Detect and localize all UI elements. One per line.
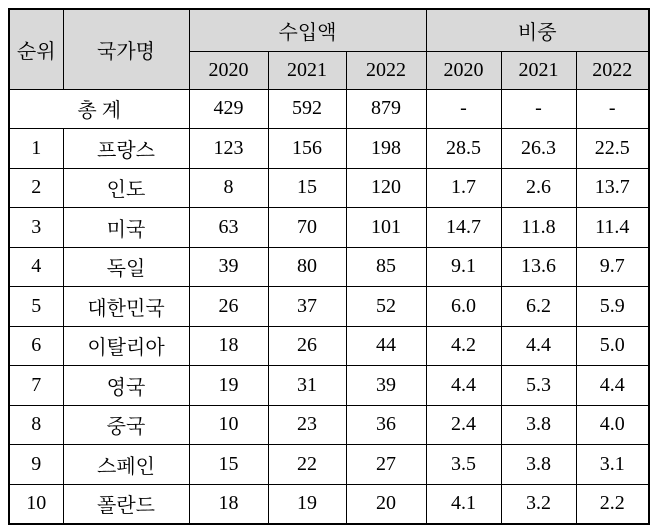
country-column-header: 국가명 <box>63 9 189 89</box>
country-cell: 폴란드 <box>63 484 189 524</box>
table-row <box>9 129 649 169</box>
import-cell: 52 <box>346 287 426 327</box>
country-cell: 인도 <box>63 168 189 208</box>
import-share-table-container <box>8 8 650 525</box>
import-cell: 26 <box>268 326 346 366</box>
country-cell: 프랑스 <box>63 129 189 169</box>
table-row <box>9 208 649 248</box>
import-cell: 37 <box>268 287 346 327</box>
total-import-cell: 592 <box>268 89 346 129</box>
table-row <box>9 366 649 406</box>
share-cell: 13.7 <box>576 168 649 208</box>
import-cell: 18 <box>189 326 268 366</box>
total-label-cell: 총 계 <box>9 89 189 129</box>
country-cell: 중국 <box>63 405 189 445</box>
share-cell: 6.0 <box>426 287 501 327</box>
table-row <box>9 247 649 287</box>
import-cell: 198 <box>346 129 426 169</box>
rank-column-header: 순위 <box>9 9 63 89</box>
share-cell: 3.5 <box>426 445 501 485</box>
share-cell: 9.1 <box>426 247 501 287</box>
share-cell: 3.1 <box>576 445 649 485</box>
imports-year-2020-header: 2020 <box>189 51 268 89</box>
imports-year-2021-header: 2021 <box>268 51 346 89</box>
rank-cell: 3 <box>9 208 63 248</box>
rank-cell: 6 <box>9 326 63 366</box>
share-cell: 26.3 <box>501 129 576 169</box>
country-cell: 대한민국 <box>63 287 189 327</box>
import-cell: 39 <box>189 247 268 287</box>
import-cell: 70 <box>268 208 346 248</box>
import-cell: 85 <box>346 247 426 287</box>
share-cell: 4.4 <box>576 366 649 406</box>
share-cell: 6.2 <box>501 287 576 327</box>
country-cell: 독일 <box>63 247 189 287</box>
header-group-row <box>9 9 649 51</box>
share-cell: 4.1 <box>426 484 501 524</box>
share-cell: 5.0 <box>576 326 649 366</box>
import-cell: 27 <box>346 445 426 485</box>
total-import-cell: 879 <box>346 89 426 129</box>
import-cell: 63 <box>189 208 268 248</box>
share-year-2022-header: 2022 <box>576 51 649 89</box>
country-cell: 스페인 <box>63 445 189 485</box>
share-cell: 28.5 <box>426 129 501 169</box>
import-cell: 8 <box>189 168 268 208</box>
import-cell: 39 <box>346 366 426 406</box>
rank-cell: 8 <box>9 405 63 445</box>
import-cell: 19 <box>268 484 346 524</box>
import-cell: 18 <box>189 484 268 524</box>
import-cell: 22 <box>268 445 346 485</box>
import-cell: 19 <box>189 366 268 406</box>
share-cell: 5.9 <box>576 287 649 327</box>
total-share-cell: - <box>576 89 649 129</box>
import-cell: 20 <box>346 484 426 524</box>
share-cell: 1.7 <box>426 168 501 208</box>
share-cell: 4.0 <box>576 405 649 445</box>
country-cell: 이탈리아 <box>63 326 189 366</box>
total-share-cell: - <box>426 89 501 129</box>
share-cell: 4.4 <box>501 326 576 366</box>
rank-cell: 1 <box>9 129 63 169</box>
share-cell: 3.2 <box>501 484 576 524</box>
share-year-2021-header: 2021 <box>501 51 576 89</box>
share-cell: 4.4 <box>426 366 501 406</box>
import-cell: 101 <box>346 208 426 248</box>
total-import-cell: 429 <box>189 89 268 129</box>
rank-cell: 7 <box>9 366 63 406</box>
share-cell: 13.6 <box>501 247 576 287</box>
share-cell: 5.3 <box>501 366 576 406</box>
total-row <box>9 89 649 129</box>
share-cell: 2.6 <box>501 168 576 208</box>
import-cell: 26 <box>189 287 268 327</box>
share-cell: 11.8 <box>501 208 576 248</box>
country-cell: 영국 <box>63 366 189 406</box>
share-cell: 4.2 <box>426 326 501 366</box>
share-cell: 3.8 <box>501 405 576 445</box>
import-share-table <box>8 8 650 525</box>
import-cell: 123 <box>189 129 268 169</box>
import-cell: 80 <box>268 247 346 287</box>
import-cell: 10 <box>189 405 268 445</box>
import-cell: 15 <box>189 445 268 485</box>
rank-cell: 9 <box>9 445 63 485</box>
imports-year-2022-header: 2022 <box>346 51 426 89</box>
rank-cell: 10 <box>9 484 63 524</box>
rank-cell: 2 <box>9 168 63 208</box>
rank-cell: 4 <box>9 247 63 287</box>
table-row <box>9 168 649 208</box>
share-group-header: 비중 <box>426 9 649 51</box>
table-row <box>9 405 649 445</box>
share-cell: 9.7 <box>576 247 649 287</box>
import-cell: 120 <box>346 168 426 208</box>
table-header <box>9 9 649 89</box>
share-cell: 2.4 <box>426 405 501 445</box>
import-cell: 15 <box>268 168 346 208</box>
share-cell: 22.5 <box>576 129 649 169</box>
table-row <box>9 326 649 366</box>
share-cell: 11.4 <box>576 208 649 248</box>
rank-cell: 5 <box>9 287 63 327</box>
import-cell: 36 <box>346 405 426 445</box>
share-cell: 2.2 <box>576 484 649 524</box>
country-cell: 미국 <box>63 208 189 248</box>
table-row <box>9 287 649 327</box>
table-row <box>9 445 649 485</box>
imports-group-header: 수입액 <box>189 9 426 51</box>
share-year-2020-header: 2020 <box>426 51 501 89</box>
total-share-cell: - <box>501 89 576 129</box>
import-cell: 44 <box>346 326 426 366</box>
share-cell: 14.7 <box>426 208 501 248</box>
table-body <box>9 89 649 524</box>
import-cell: 31 <box>268 366 346 406</box>
import-cell: 156 <box>268 129 346 169</box>
import-cell: 23 <box>268 405 346 445</box>
share-cell: 3.8 <box>501 445 576 485</box>
table-row <box>9 484 649 524</box>
